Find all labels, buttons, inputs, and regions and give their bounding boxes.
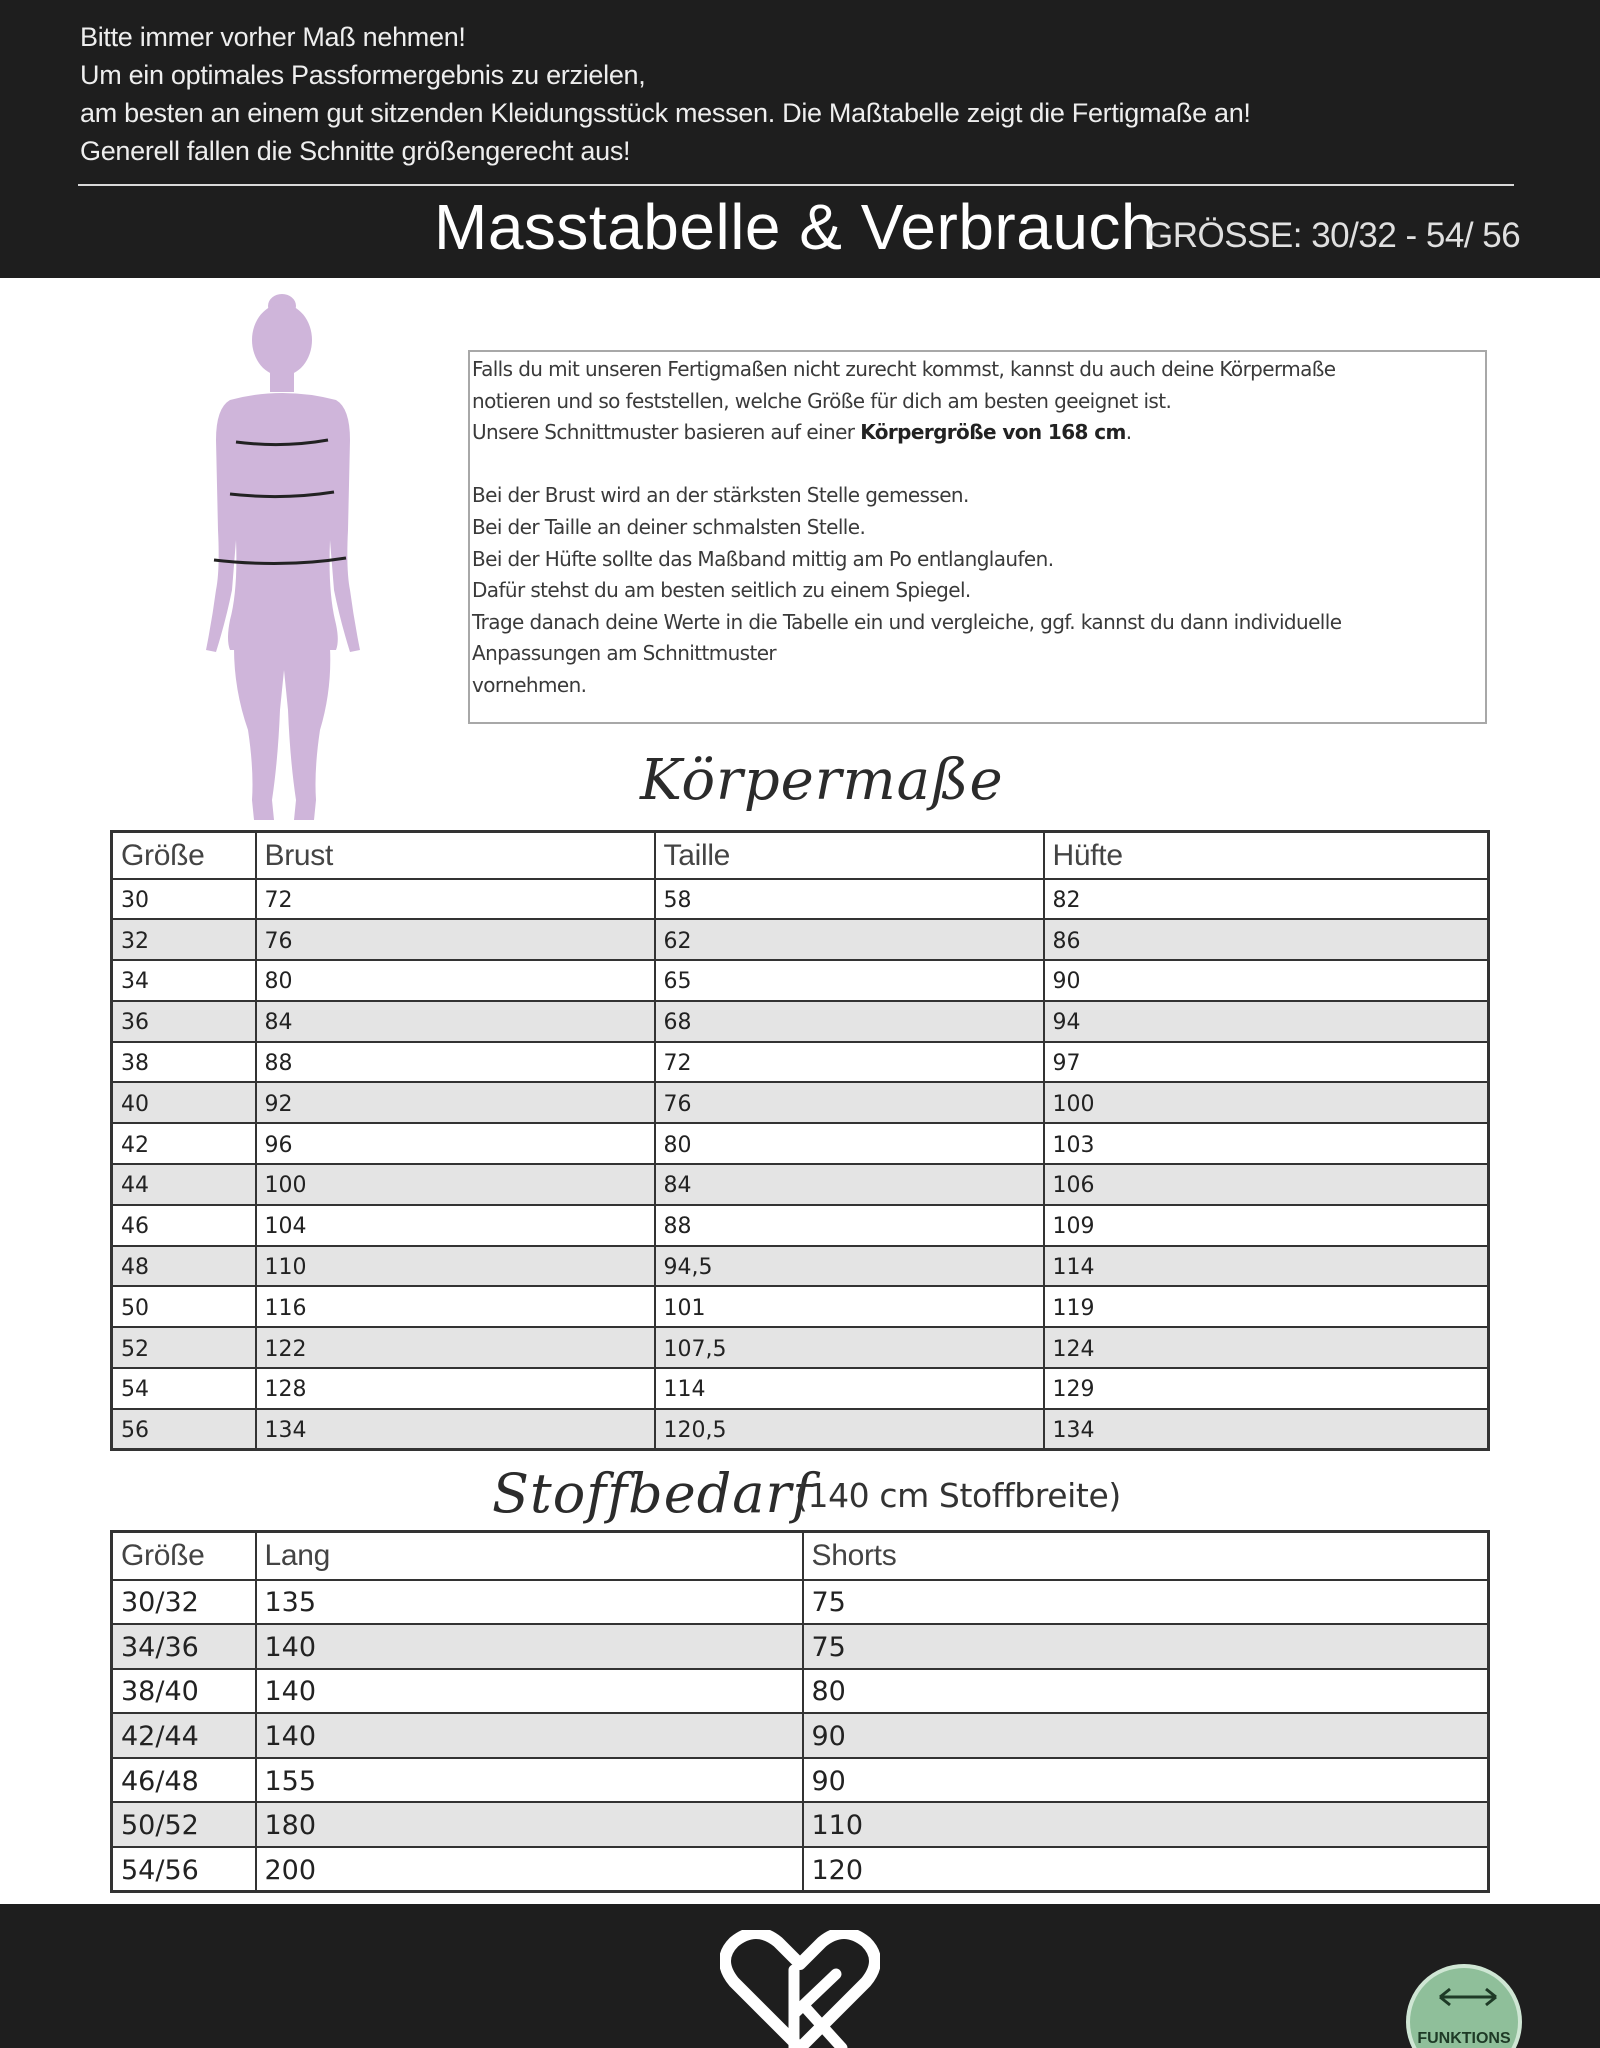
note-line: am besten an einem gut sitzenden Kleidungsstück messen. Die Maßtabelle zeigt die Fertigmaße an!: [80, 98, 1251, 128]
table-cell: 107,5: [655, 1327, 1044, 1368]
table-cell: 38/40: [112, 1669, 256, 1714]
stoffbedarf-rows: [112, 1580, 1489, 1892]
table-cell: 62: [655, 919, 1044, 960]
info-line: Bei der Taille an deiner schmalsten Stelle.: [472, 514, 866, 539]
info-line: Anpassungen am Schnittmuster: [472, 641, 777, 666]
size-range: GRÖSSE: 30/32 - 54/ 56: [1146, 216, 1521, 255]
table-cell: 80: [655, 1123, 1044, 1164]
info-line: Bei der Hüfte sollte das Maßband mittig am Po entlanglaufen.: [472, 546, 1054, 571]
table-row: [112, 1205, 1489, 1246]
table-row: [112, 1164, 1489, 1205]
table-cell: 96: [256, 1123, 655, 1164]
table-cell: 140: [256, 1669, 803, 1714]
table-cell: 84: [256, 1001, 655, 1042]
table-cell: 46/48: [112, 1758, 256, 1803]
header-huefte: Hüfte: [1044, 832, 1489, 879]
info-line: Falls du mit unseren Fertigmaßen nicht zurecht kommst, kannst du auch deine Körpermaße: [472, 357, 1336, 381]
table-row: [112, 1001, 1489, 1042]
header-taille: Taille: [655, 832, 1044, 879]
table-cell: 134: [1044, 1409, 1489, 1450]
table-cell: 88: [655, 1205, 1044, 1246]
header-groesse: Größe: [112, 1532, 256, 1580]
double-arrow-icon: [1436, 1986, 1500, 2008]
stoffbedarf-table: [110, 1530, 1490, 1893]
table-row: [112, 1624, 1489, 1669]
table-cell: 34/36: [112, 1624, 256, 1669]
table-row: [112, 1713, 1489, 1758]
table-cell: 72: [256, 879, 655, 920]
table-cell: 34: [112, 960, 256, 1001]
table-cell: 90: [1044, 960, 1489, 1001]
badge-label: FUNKTIONS: [1417, 2030, 1511, 2047]
table-cell: 50/52: [112, 1802, 256, 1847]
table-cell: 180: [256, 1802, 803, 1847]
table-cell: 76: [256, 919, 655, 960]
page-footer: [0, 1904, 1600, 2048]
table-row: [112, 1246, 1489, 1287]
table-cell: 32: [112, 919, 256, 960]
table-cell: 52: [112, 1327, 256, 1368]
info-line: Bei der Brust wird an der stärksten Stelle gemessen.: [472, 483, 969, 508]
table-cell: 76: [655, 1082, 1044, 1123]
table-row: [112, 879, 1489, 920]
table-cell: 84: [655, 1164, 1044, 1205]
header-brust: Brust: [256, 832, 655, 879]
table-cell: 104: [256, 1205, 655, 1246]
table-cell: 120,5: [655, 1409, 1044, 1450]
table-cell: 100: [1044, 1082, 1489, 1123]
table-row: [112, 1042, 1489, 1083]
table-row: [112, 1802, 1489, 1847]
header-groesse: Größe: [112, 832, 256, 879]
table-cell: 82: [1044, 879, 1489, 920]
koerpermasse-table: [110, 830, 1490, 1451]
table-cell: 86: [1044, 919, 1489, 960]
table-row: [112, 1327, 1489, 1368]
table-cell: 54/56: [112, 1847, 256, 1892]
table-row: [112, 1368, 1489, 1409]
table-cell: 155: [256, 1758, 803, 1803]
measurement-info-box: [468, 350, 1487, 724]
table-cell: 124: [1044, 1327, 1489, 1368]
table-cell: 46: [112, 1205, 256, 1246]
table-cell: 42: [112, 1123, 256, 1164]
table-cell: 128: [256, 1368, 655, 1409]
table-cell: 110: [256, 1246, 655, 1287]
table-cell: 100: [256, 1164, 655, 1205]
table-cell: 38: [112, 1042, 256, 1083]
table-cell: 129: [1044, 1368, 1489, 1409]
table-cell: 119: [1044, 1286, 1489, 1327]
table-cell: 134: [256, 1409, 655, 1450]
table-cell: 75: [803, 1580, 1489, 1625]
table-cell: 50: [112, 1286, 256, 1327]
table-cell: 40: [112, 1082, 256, 1123]
page-title: Masstabelle & Verbrauch: [434, 191, 1157, 263]
table-cell: 92: [256, 1082, 655, 1123]
table-cell: 122: [256, 1327, 655, 1368]
page-header: [0, 0, 1600, 278]
heart-k-logo-icon: [720, 1930, 880, 2048]
info-text: Unsere Schnittmuster basieren auf einer: [472, 420, 861, 445]
note-line: Um ein optimales Passformergebnis zu erzielen,: [80, 60, 646, 90]
table-cell: 56: [112, 1409, 256, 1450]
info-line: [472, 417, 1481, 449]
measurement-notes: [80, 18, 1251, 170]
koerpermasse-heading: Körpermaße: [640, 748, 1004, 813]
stoffbedarf-heading: Stoffbedarf: [492, 1462, 814, 1525]
table-cell: 114: [1044, 1246, 1489, 1287]
table-cell: 140: [256, 1624, 803, 1669]
table-row: [112, 1847, 1489, 1892]
info-line: notieren und so feststellen, welche Größe für dich am besten geeignet ist.: [472, 388, 1172, 413]
table-row: [112, 1758, 1489, 1803]
table-cell: 58: [655, 879, 1044, 920]
table-cell: 135: [256, 1580, 803, 1625]
body-height-highlight: Körpergröße von 168 cm: [860, 420, 1126, 445]
table-header-row: [112, 1532, 1489, 1580]
table-header-row: [112, 832, 1489, 879]
table-cell: 88: [256, 1042, 655, 1083]
table-cell: 54: [112, 1368, 256, 1409]
body-measurement-figure-icon: [190, 290, 380, 825]
info-line: vornehmen.: [472, 672, 587, 697]
table-cell: 116: [256, 1286, 655, 1327]
table-cell: 75: [803, 1624, 1489, 1669]
table-row: [112, 1580, 1489, 1625]
header-divider: [78, 184, 1514, 186]
info-line: Trage danach deine Werte in die Tabelle ein und vergleiche, ggf. kannst du dann individuelle: [472, 609, 1342, 634]
table-cell: 80: [256, 960, 655, 1001]
table-cell: 30: [112, 879, 256, 920]
table-cell: 97: [1044, 1042, 1489, 1083]
table-cell: 30/32: [112, 1580, 256, 1625]
info-line: Dafür stehst du am besten seitlich zu einem Spiegel.: [472, 578, 971, 603]
spacer: [472, 449, 1481, 481]
table-row: [112, 1082, 1489, 1123]
table-row: [112, 1286, 1489, 1327]
table-cell: 36: [112, 1001, 256, 1042]
info-text: .: [1125, 420, 1132, 445]
table-cell: 94,5: [655, 1246, 1044, 1287]
table-cell: 94: [1044, 1001, 1489, 1042]
table-row: [112, 1123, 1489, 1164]
note-line: Generell fallen die Schnitte größengerecht aus!: [80, 136, 631, 166]
header-shorts: Shorts: [803, 1532, 1489, 1580]
table-cell: 80: [803, 1669, 1489, 1714]
table-cell: 90: [803, 1713, 1489, 1758]
table-cell: 103: [1044, 1123, 1489, 1164]
table-cell: 65: [655, 960, 1044, 1001]
table-cell: 106: [1044, 1164, 1489, 1205]
table-row: [112, 919, 1489, 960]
note-line: Bitte immer vorher Maß nehmen!: [80, 22, 466, 52]
table-cell: 48: [112, 1246, 256, 1287]
table-row: [112, 1409, 1489, 1450]
table-cell: 90: [803, 1758, 1489, 1803]
table-cell: 44: [112, 1164, 256, 1205]
table-cell: 72: [655, 1042, 1044, 1083]
fabric-width-note: (140 cm Stoffbreite): [795, 1476, 1121, 1515]
header-lang: Lang: [256, 1532, 803, 1580]
table-row: [112, 960, 1489, 1001]
table-cell: 110: [803, 1802, 1489, 1847]
table-cell: 140: [256, 1713, 803, 1758]
table-cell: 101: [655, 1286, 1044, 1327]
table-row: [112, 1669, 1489, 1714]
koerpermasse-rows: [112, 879, 1489, 1450]
table-cell: 200: [256, 1847, 803, 1892]
table-cell: 120: [803, 1847, 1489, 1892]
table-cell: 42/44: [112, 1713, 256, 1758]
table-cell: 114: [655, 1368, 1044, 1409]
table-cell: 68: [655, 1001, 1044, 1042]
table-cell: 109: [1044, 1205, 1489, 1246]
